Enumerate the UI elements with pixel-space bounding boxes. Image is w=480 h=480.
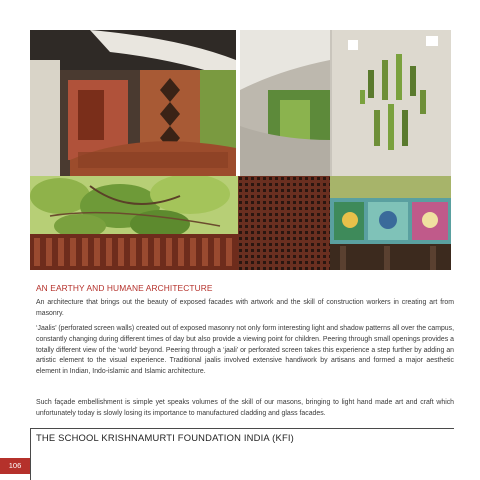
margin-divider [30,428,31,480]
footer-title: THE SCHOOL KRISHNAMURTI FOUNDATION INDIA (KFI) [36,432,294,443]
photo-painted-mural-wall [330,176,451,270]
photo-perforated-brick-screen [238,176,330,270]
photo-foliage-through-jali [30,176,238,270]
section-heading: AN EARTHY AND HUMANE ARCHITECTURE [36,283,213,293]
photo-brick-building-jali [30,30,236,176]
page-number: 106 [0,458,30,474]
photo-perforated-wall-corridor [240,30,451,176]
jaali-paragraph: ‘Jaalis’ (perforated screen walls) created out of exposed masonry not only form interesting light and shadow patterns all over the campus, constantly changing during different times of day but also provide a viewing point for children. Peering through small openings provides a totally different view of the ‘world’ beyond. Peering through a ‘jaali’ or perforated screen takes this experience a step further by adding an artistic element to the visual experience. Traditional jaalis involved extensive handiwork by artisans and formed a major aesthetic element in Indian, Indo-islamic and Islamic architecture. [36,325,454,376]
footer-divider [30,428,454,429]
facade-paragraph: Such façade embellishment is simple yet speaks volumes of the skill of our masons, bringing to light hand made art and craft which unfortunately today is slowly losing its importance to manufactured cladding and glass facades. [36,399,454,417]
intro-paragraph: An architecture that brings out the beauty of exposed facades with artwork and the skill of construction workers in creating art from masonry. [36,299,454,317]
